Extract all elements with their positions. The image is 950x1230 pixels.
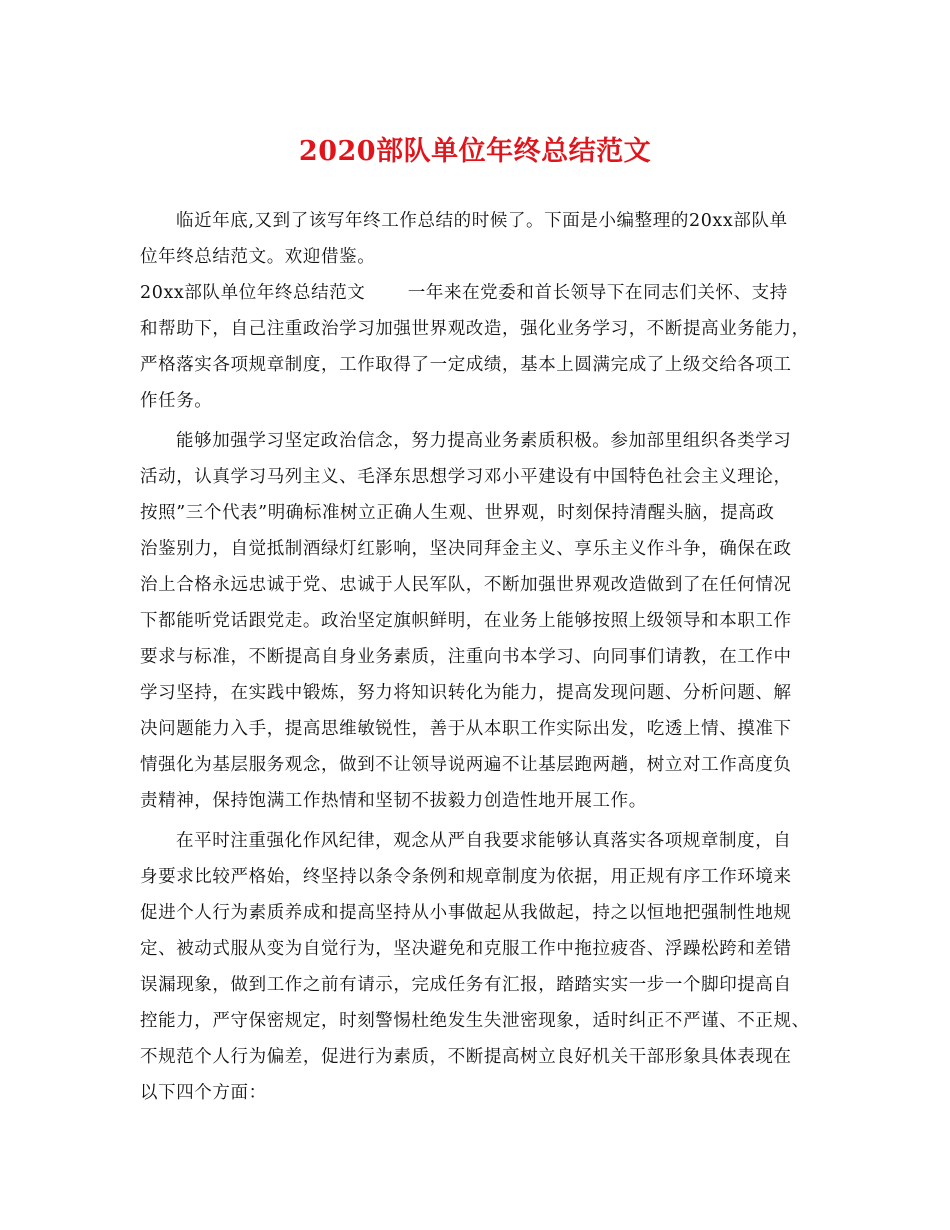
text-line: 和帮助下，自己注重政治学习加强世界观改造，强化业务学习，不断提高业务能力，	[140, 319, 810, 339]
text-line: 身要求比较严格始，终坚持以条令条例和规章制度为依据，用正规有序工作环境来	[140, 867, 792, 887]
text-line: 活动，认真学习马列主义、毛泽东思想学习邓小平建设有中国特色社会主义理论，	[140, 467, 792, 487]
text-line: 要求与标准，不断提高自身业务素质，注重向书本学习、向同事们请教，在工作中	[140, 647, 792, 667]
text-line: 学习坚持，在实践中锻炼，努力将知识转化为能力，提高发现问题、分析问题、解	[140, 683, 792, 703]
document-title: 2020部队单位年终总结范文	[298, 136, 652, 167]
text-line: 责精神，保持饱满工作热情和坚韧不拔毅力创造性地开展工作。	[140, 791, 647, 811]
text-line: 严格落实各项规章制度，工作取得了一定成绩，基本上圆满完成了上级交给各项工	[140, 355, 792, 375]
text-line: 作任务。	[140, 391, 213, 411]
text-line: 20xx部队单位年终总结范文 一年来在党委和首长领导下在同志们关怀、支持	[140, 283, 788, 303]
text-line: 控能力，严守保密规定，时刻警惕杜绝发生失泄密现象，适时纠正不严谨、不正规、	[140, 1011, 810, 1031]
text-line: 促进个人行为素质养成和提高坚持从小事做起从我做起，持之以恒地把强制性地规	[140, 903, 792, 923]
text-line: 临近年底,又到了该写年终工作总结的时候了。下面是小编整理的20xx部队单	[176, 211, 788, 231]
text-line: 不规范个人行为偏差，促进行为素质，不断提高树立良好机关干部形象具体表现在	[140, 1047, 792, 1067]
text-line: 下都能听党话跟党走。政治坚定旗帜鲜明，在业务上能够按照上级领导和本职工作	[140, 611, 792, 631]
text-line: 按照”三个代表”明确标准树立正确人生观、世界观，时刻保持清醒头脑，提高政	[140, 503, 775, 523]
text-line: 情强化为基层服务观念，做到不让领导说两遍不让基层跑两趟，树立对工作高度负	[140, 755, 792, 775]
text-line: 决问题能力入手，提高思维敏锐性，善于从本职工作实际出发，吃透上情、摸准下	[140, 719, 792, 739]
text-line: 位年终总结范文。欢迎借鉴。	[140, 247, 376, 267]
text-line: 误漏现象，做到工作之前有请示，完成任务有汇报，踏踏实实一步一个脚印提高自	[140, 975, 792, 995]
text-line: 治上合格永远忠诚于党、忠诚于人民军队，不断加强世界观改造做到了在任何情况	[140, 575, 792, 595]
text-line: 定、被动式服从变为自觉行为，坚决避免和克服工作中拖拉疲沓、浮躁松跨和差错	[140, 939, 792, 959]
text-line: 以下四个方面：	[140, 1083, 267, 1103]
text-line: 能够加强学习坚定政治信念，努力提高业务素质积极。参加部里组织各类学习	[176, 431, 792, 451]
text-line: 在平时注重强化作风纪律，观念从严自我要求能够认真落实各项规章制度，自	[176, 831, 792, 851]
text-line: 治鉴别力，自觉抵制酒绿灯红影响，坚决同拜金主义、享乐主义作斗争，确保在政	[140, 539, 792, 559]
